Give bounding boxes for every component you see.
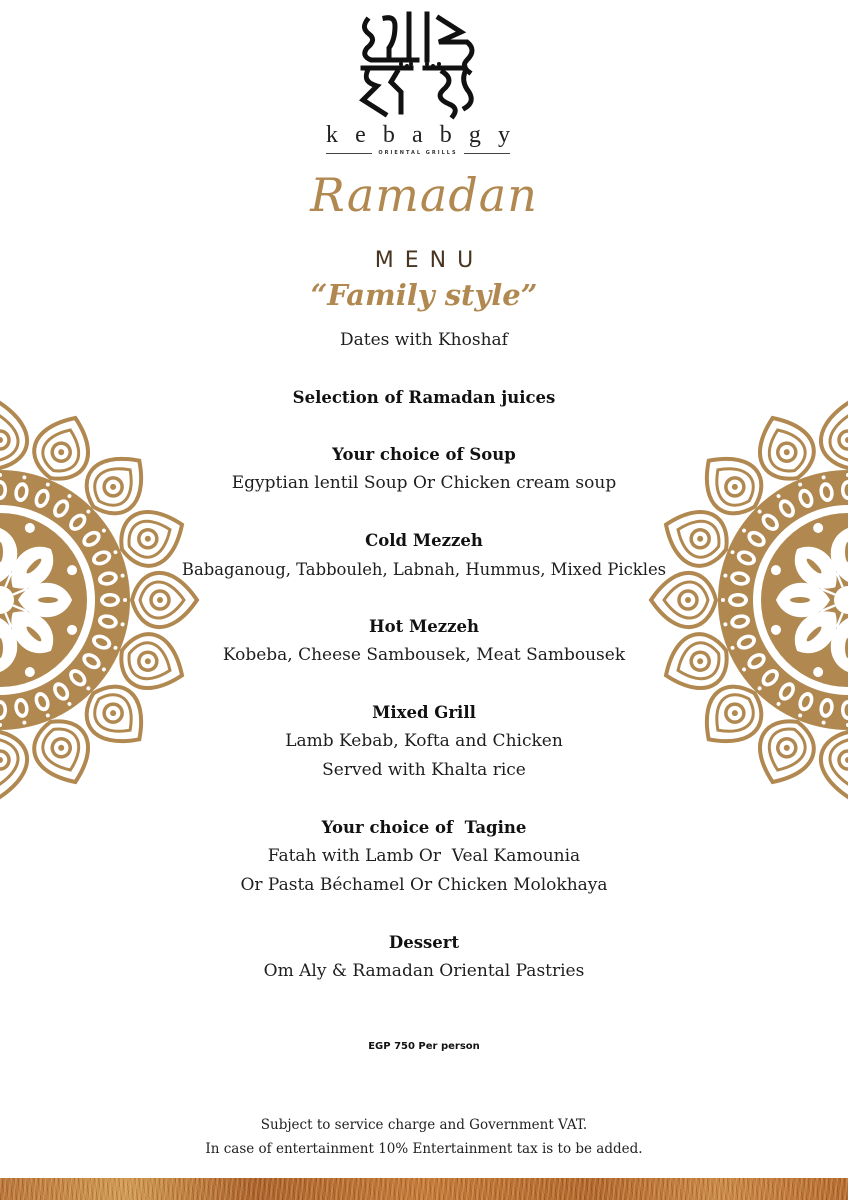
brand-letter: y [497,122,510,148]
kebabgy-logo-calligraphy-icon [355,8,480,120]
footer-notes [0,1113,848,1161]
section-heading: Your choice of Soup [332,445,516,464]
menu-section [0,813,848,900]
menu-item: Kobeba, Cheese Sambousek, Meat Sambousek [222,645,626,665]
menu-list [0,326,848,986]
section-heading: Cold Mezzeh [365,531,483,550]
menu-item: Egyptian lentil Soup Or Chicken cream soup [231,473,617,493]
brand-wordmark [326,122,510,149]
menu-item: Dates with Khoshaf [340,330,508,350]
menu-item: Or Pasta Béchamel Or Chicken Molokhaya [240,875,608,895]
brand-letter: b [382,122,395,148]
section-heading: Selection of Ramadan juices [292,388,556,407]
divider [326,153,372,154]
menu-item: Fatah with Lamb Or Veal Kamounia [267,846,581,866]
section-heading: Your choice of Tagine [321,818,527,837]
page-title: Ramadan [310,168,538,222]
brand-tagline-row [326,150,510,156]
menu-section [0,440,848,498]
section-heading: Hot Mezzeh [369,617,479,636]
style-label: “Family style” [310,278,538,312]
menu-section [0,383,848,412]
brand-letter: e [355,122,366,148]
brand-letter: a [411,122,423,148]
menu-item: Om Aly & Ramadan Oriental Pastries [263,961,585,981]
menu-section [0,612,848,670]
footer-line: Subject to service charge and Government VAT. [260,1117,588,1133]
brand-letter: b [439,122,452,148]
page-subtitle: MENU [374,248,485,273]
menu-section [0,326,848,355]
menu-item: Lamb Kebab, Kofta and Chicken [285,731,563,751]
brand-tagline: ORIENTAL GRILLS [378,150,458,156]
brand-letter: g [468,122,481,148]
copper-foil-border [0,1178,848,1200]
footer-line: In case of entertainment 10% Entertainment tax is to be added. [205,1141,643,1157]
section-heading: Mixed Grill [372,703,476,722]
menu-item: Babaganoug, Tabbouleh, Labnah, Hummus, Mixed Pickles [181,560,667,579]
menu-section [0,928,848,986]
menu-section [0,698,848,785]
menu-section [0,526,848,584]
brand-letter: k [326,122,338,148]
menu-item: Served with Khalta rice [322,760,526,780]
divider [464,153,510,154]
section-heading: Dessert [388,933,460,952]
price-per-person: EGP 750 Per person [368,1041,480,1052]
